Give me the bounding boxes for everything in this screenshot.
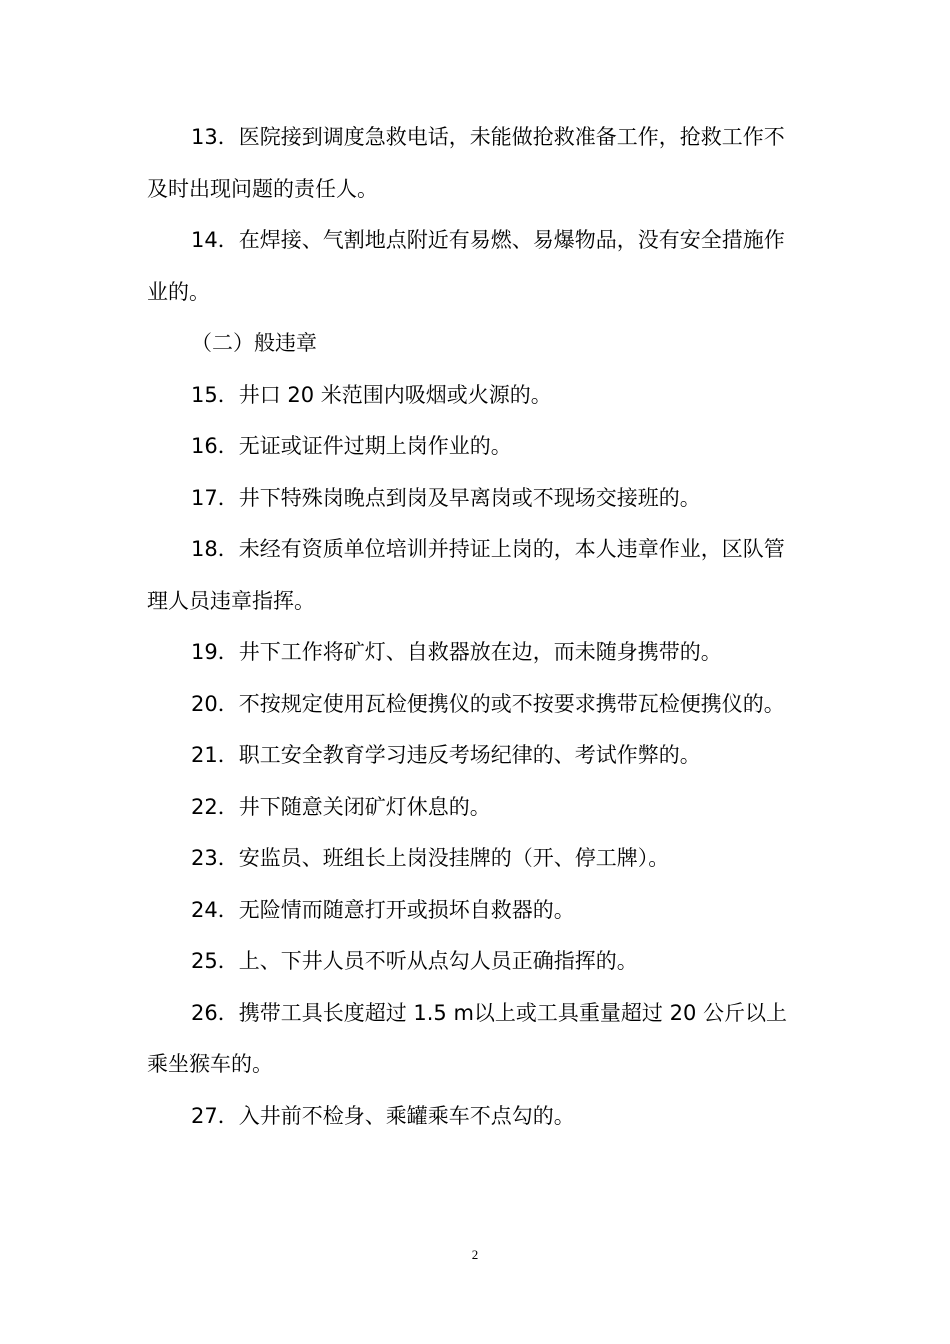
paragraph-item-20: 20．不按规定使用瓦检便携仪的或不按要求携带瓦检便携仪的。 [191,691,785,716]
page-number: 2 [471,1247,479,1262]
paragraph-item-27: 27．入井前不检身、乘罐乘车不点勾的。 [191,1103,575,1128]
paragraph-item-16: 16．无证或证件过期上岗作业的。 [191,434,512,458]
paragraph-item-19: 19．井下工作将矿灯、自救器放在边，而未随身携带的。 [191,640,722,664]
paragraph-item-21: 21．职工安全教育学习违反考场纪律的、考试作弊的。 [191,743,701,767]
paragraph-item-18: 18．未经有资质单位培训并持证上岗的，本人违章作业，区队管理人员违章指挥。 [147,537,785,613]
paragraph-item-25: 25．上、下井人员不听从点勾人员正确指挥的。 [191,949,638,973]
paragraph-item-24: 24．无险情而随意打开或损坏自救器的。 [191,897,575,922]
paragraph-item-14: 14．在焊接、气割地点附近有易燃、易爆物品，没有安全措施作业的。 [147,228,785,304]
paragraph-item-15: 15．井口 20 米范围内吸烟或火源的。 [191,382,552,407]
paragraph-item-22: 22．井下随意关闭矿灯休息的。 [191,794,491,819]
paragraph-item-23: 23．安监员、班组长上岗没挂牌的（开、停工牌）。 [191,846,670,870]
paragraph-item-26: 26．携带工具长度超过 1.5 m以上或工具重量超过 20 公斤以上乘坐猴车的。 [147,1000,787,1076]
paragraph-item-17: 17．井下特殊岗晚点到岗及早离岗或不现场交接班的。 [191,485,701,510]
section-heading: （二）般违章 [191,331,317,355]
body-text [147,112,797,1142]
paragraph-item-13: 13．医院接到调度急救电话，未能做抢救准备工作，抢救工作不及时出现问题的责任人。 [147,125,785,201]
